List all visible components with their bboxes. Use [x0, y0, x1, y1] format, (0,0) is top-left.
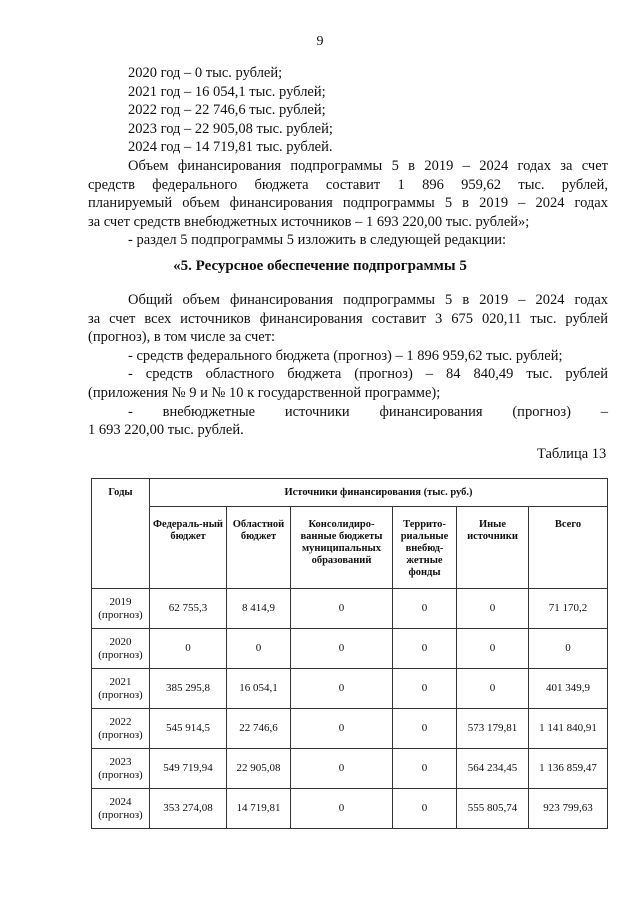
cell-municipal: 0 — [291, 629, 393, 669]
cell-regional: 16 054,1 — [227, 669, 291, 709]
paragraph2-line2: за счет всех источников финансирования составит 3 675 020,11 тыс. рублей — [88, 310, 608, 327]
cell-other-sources: 555 805,74 — [457, 789, 529, 829]
year-note: (прогноз) — [98, 688, 143, 701]
cell-municipal: 0 — [291, 749, 393, 789]
cell-federal: 385 295,8 — [150, 669, 227, 709]
cell-year — [92, 669, 150, 709]
cell-territorial-funds: 0 — [393, 669, 457, 709]
year-value: 2023 — [109, 755, 132, 768]
year-note: (прогноз) — [98, 768, 143, 781]
paragraph1-line3: планируемый объем финансирования подпрограммы 5 в 2019 – 2024 годах — [88, 195, 608, 212]
header-funding-sources: Источники финансирования (тыс. руб.) — [150, 479, 608, 507]
table-row — [92, 629, 608, 669]
cell-other-sources: 0 — [457, 669, 529, 709]
year-value: 2021 — [109, 675, 132, 688]
cell-year — [92, 629, 150, 669]
cell-municipal: 0 — [291, 709, 393, 749]
year-value: 2019 — [109, 595, 132, 608]
cell-federal: 62 755,3 — [150, 589, 227, 629]
funding-block — [88, 291, 608, 440]
cell-federal: 0 — [150, 629, 227, 669]
header-territorial-funds: Террито-риальные внебюд-жетные фонды — [393, 507, 457, 589]
cell-year — [92, 709, 150, 749]
paragraph1-line1: Объем финансирования подпрограммы 5 в 2019 – 2024 годах за счет — [128, 157, 608, 174]
cell-total: 71 170,2 — [529, 589, 608, 629]
cell-total: 1 136 859,47 — [529, 749, 608, 789]
year-value: 2020 — [109, 635, 132, 648]
header-years: Годы — [92, 479, 150, 589]
cell-total: 1 141 840,91 — [529, 709, 608, 749]
cell-municipal: 0 — [291, 589, 393, 629]
intro-line-2020: 2020 год – 0 тыс. рублей; — [128, 65, 283, 81]
table-row — [92, 789, 608, 829]
bullet-extrabudget-line1: - внебюджетные источники финансирования (прогноз) – — [128, 403, 608, 420]
intro-line-2024: 2024 год – 14 719,81 тыс. рублей. — [128, 139, 333, 156]
year-value: 2024 — [109, 795, 132, 808]
header-municipal: Консолидиро-ванные бюджеты муниципальных образований — [291, 507, 393, 589]
cell-year — [92, 749, 150, 789]
header-other-sources: Иные источники — [457, 507, 529, 589]
table-row — [92, 669, 608, 709]
cell-territorial-funds: 0 — [393, 629, 457, 669]
funding-table — [91, 478, 608, 829]
cell-federal: 545 914,5 — [150, 709, 227, 749]
year-note: (прогноз) — [98, 648, 143, 661]
cell-regional: 22 746,6 — [227, 709, 291, 749]
cell-territorial-funds: 0 — [393, 789, 457, 829]
cell-other-sources: 564 234,45 — [457, 749, 529, 789]
page-number: 9 — [316, 34, 324, 49]
cell-other-sources: 573 179,81 — [457, 709, 529, 749]
year-value: 2022 — [109, 715, 132, 728]
cell-other-sources: 0 — [457, 629, 529, 669]
year-note: (прогноз) — [98, 608, 143, 621]
cell-total: 923 799,63 — [529, 789, 608, 829]
intro-line-2021: 2021 год – 16 054,1 тыс. рублей; — [128, 83, 326, 100]
table-row — [92, 589, 608, 629]
table-row — [92, 749, 608, 789]
bullet-extrabudget-line2: 1 693 220,00 тыс. рублей. — [88, 422, 244, 439]
year-note: (прогноз) — [98, 728, 143, 741]
cell-regional: 0 — [227, 629, 291, 669]
cell-regional: 22 905,08 — [227, 749, 291, 789]
table-caption: Таблица 13 — [537, 446, 607, 462]
bullet-federal: - средств федерального бюджета (прогноз) – 1 896 959,62 тыс. рублей; — [128, 347, 563, 364]
paragraph1-line2: средств федерального бюджета составит 1 896 959,62 тыс. рублей, — [88, 176, 608, 193]
paragraph2-line1: Общий объем финансирования подпрограммы 5 в 2019 – 2024 годах — [128, 292, 608, 308]
header-federal: Федераль-ный бюджет — [150, 507, 227, 589]
cell-municipal: 0 — [291, 669, 393, 709]
cell-year — [92, 589, 150, 629]
cell-federal: 549 719,94 — [150, 749, 227, 789]
section-heading: «5. Ресурсное обеспечение подпрограммы 5 — [173, 258, 467, 274]
intro-line-2022: 2022 год – 22 746,6 тыс. рублей; — [128, 102, 326, 119]
cell-territorial-funds: 0 — [393, 589, 457, 629]
cell-total: 0 — [529, 629, 608, 669]
section-edit-line: - раздел 5 подпрограммы 5 изложить в следующей редакции: — [128, 232, 507, 249]
cell-territorial-funds: 0 — [393, 749, 457, 789]
cell-regional: 14 719,81 — [227, 789, 291, 829]
table-body — [92, 589, 608, 829]
table-subheader-row — [92, 507, 608, 589]
bullet-regional-line2: (приложения № 9 и № 10 к государственной программе); — [88, 384, 441, 401]
year-note: (прогноз) — [98, 808, 143, 821]
paragraph2-line3: (прогноз), в том числе за счет: — [88, 329, 276, 346]
table-row — [92, 709, 608, 749]
header-total: Всего — [529, 507, 608, 589]
header-regional: Областной бюджет — [227, 507, 291, 589]
cell-total: 401 349,9 — [529, 669, 608, 709]
intro-line-2023: 2023 год – 22 905,08 тыс. рублей; — [128, 120, 333, 137]
intro-block — [88, 64, 608, 250]
cell-municipal: 0 — [291, 789, 393, 829]
cell-territorial-funds: 0 — [393, 709, 457, 749]
bullet-regional-line1: - средств областного бюджета (прогноз) – 84 840,49 тыс. рублей — [128, 366, 608, 383]
cell-year — [92, 789, 150, 829]
cell-other-sources: 0 — [457, 589, 529, 629]
table-header-row — [92, 479, 608, 507]
cell-federal: 353 274,08 — [150, 789, 227, 829]
cell-regional: 8 414,9 — [227, 589, 291, 629]
paragraph1-line4: за счет средств внебюджетных источников – 1 693 220,00 тыс. рублей»; — [88, 213, 530, 230]
